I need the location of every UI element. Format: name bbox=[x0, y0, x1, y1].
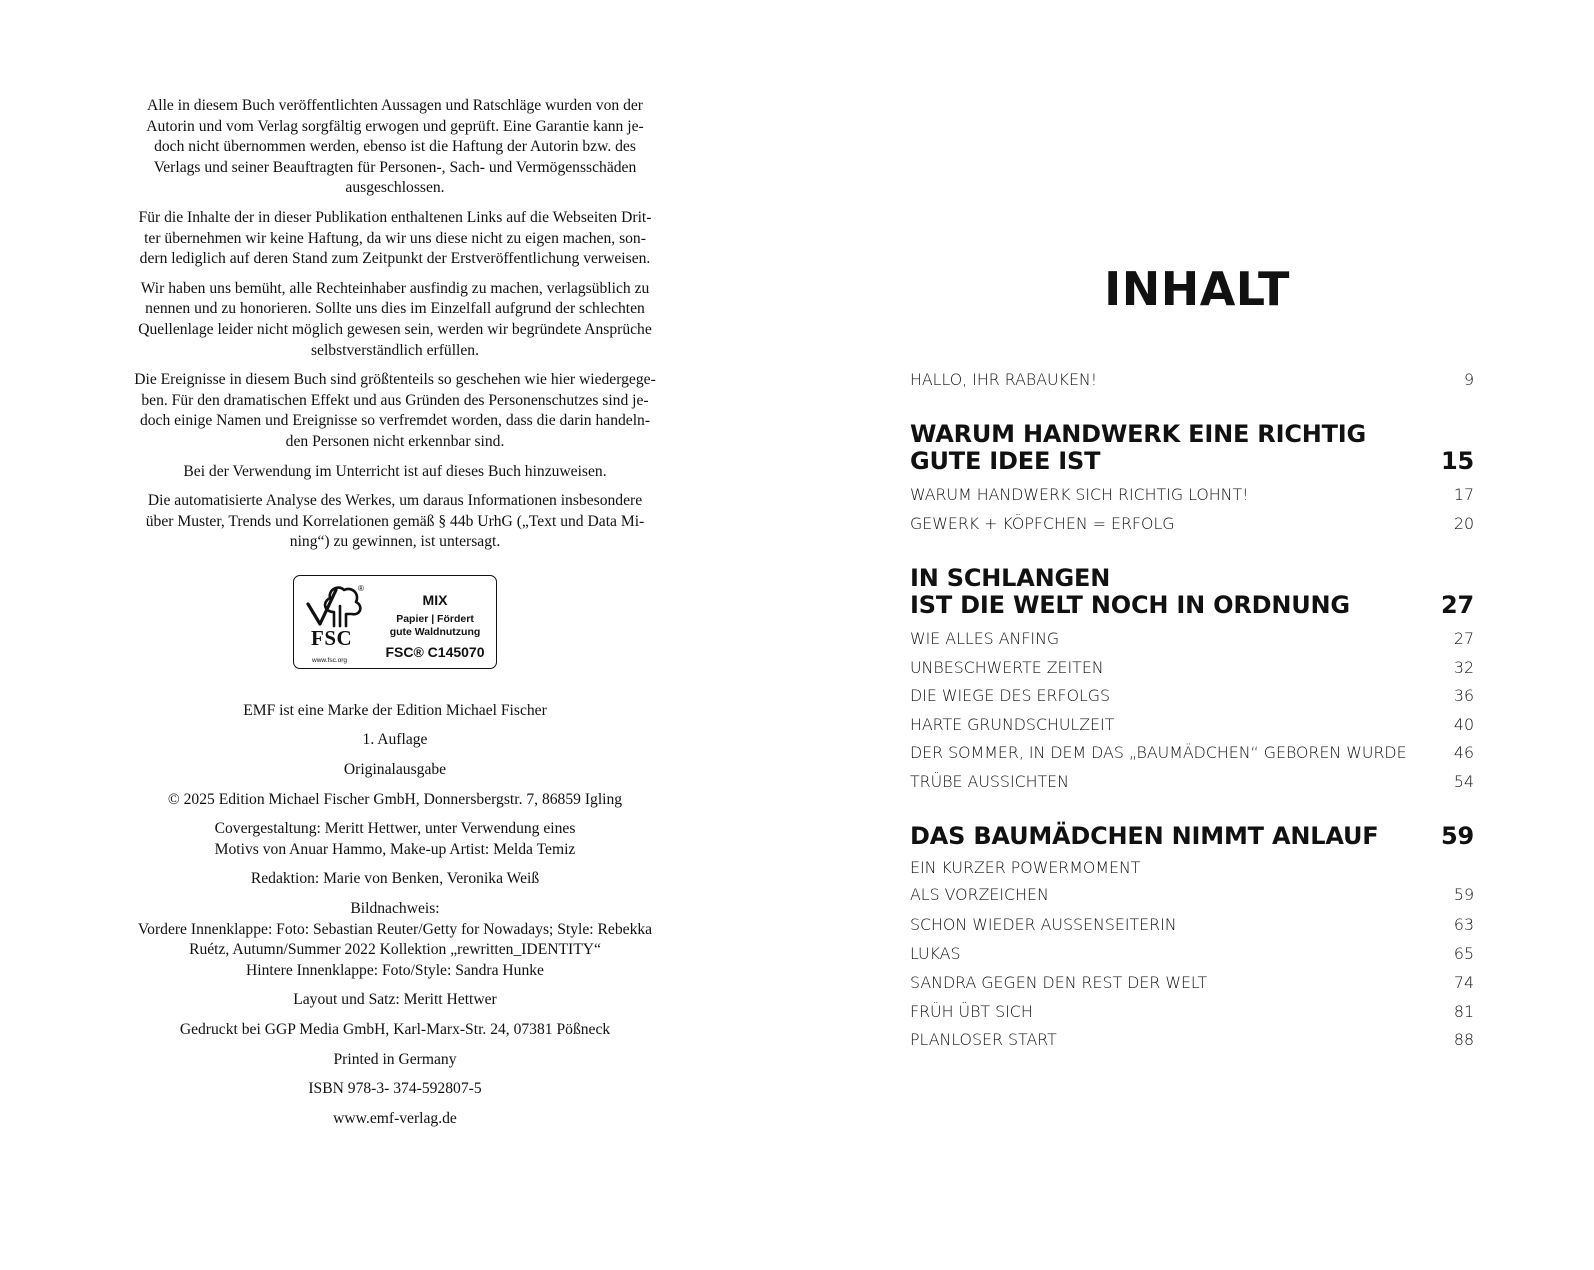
toc-entry-title: SANDRA GEGEN DEN REST DER WELT bbox=[910, 973, 1208, 992]
notice-paragraph-line: dern lediglich auf deren Stand zum Zeitpunkt der Erstveröffentlichung verweisen. bbox=[139, 250, 651, 268]
imprint-paragraph bbox=[100, 790, 690, 811]
notice-paragraph bbox=[100, 462, 690, 483]
notice-paragraph-line: Bei der Verwendung im Unterricht ist auf dieses Buch hinzuweisen. bbox=[183, 462, 607, 480]
toc-page-number: 36 bbox=[1453, 686, 1474, 705]
imprint-paragraph bbox=[100, 701, 690, 722]
notice-paragraph-line: nennen und zu honorieren. Sollte uns dies im Einzelfall aufgrund der schlechten bbox=[145, 300, 645, 318]
toc-page-number: 54 bbox=[1453, 772, 1474, 791]
toc-entry bbox=[910, 629, 1474, 649]
imprint-paragraph-line: Ruétz, Autumn/Summer 2022 Kollektion „rewritten_IDENTITY“ bbox=[189, 941, 601, 959]
notice-paragraph-line: doch einige Namen und Ereignisse so verfremdet worden, dass die darin handeln- bbox=[139, 412, 651, 430]
toc-entry bbox=[910, 715, 1474, 735]
notice-paragraph-line: Wir haben uns bemüht, alle Rechteinhaber ausfindig zu machen, verlagsüblich zu bbox=[140, 279, 650, 297]
fsc-description bbox=[380, 613, 490, 639]
imprint-paragraph-line: EMF ist eine Marke der Edition Michael Fischer bbox=[243, 701, 547, 719]
toc-entry-title: DIE WIEGE DES ERFOLGS bbox=[910, 686, 1111, 705]
toc-page-number: 59 bbox=[1441, 822, 1474, 850]
fsc-url: www.fsc.org bbox=[312, 656, 348, 664]
toc-page-number: 27 bbox=[1453, 629, 1474, 648]
toc-entry-title: ALS VORZEICHEN bbox=[910, 885, 1049, 904]
imprint-paragraph-line: ISBN 978-3- 374-592807-5 bbox=[308, 1080, 482, 1098]
fsc-logo-text: FSC bbox=[311, 625, 353, 650]
notice-paragraph-line: selbstverständlich erfüllen. bbox=[310, 341, 479, 359]
toc-page-number: 40 bbox=[1453, 715, 1474, 734]
imprint-details bbox=[100, 701, 690, 1130]
imprint-paragraph-line: Redaktion: Marie von Benken, Veronika Weiß bbox=[250, 870, 540, 888]
toc-entry-title: GEWERK + KÖPFCHEN = ERFOLG bbox=[910, 514, 1175, 533]
toc-page-number: 20 bbox=[1453, 514, 1474, 533]
toc-entry-title: WARUM HANDWERK EINE RICHTIG bbox=[910, 420, 1367, 448]
notice-paragraph-line: Die automatisierte Analyse des Werkes, um daraus Informationen insbesondere bbox=[147, 492, 643, 510]
imprint-paragraph-line: Vordere Innenklappe: Foto: Sebastian Reuter/Getty for Nowadays; Style: Rebekka bbox=[137, 920, 653, 938]
toc-entry bbox=[910, 658, 1474, 678]
toc-entry-title: LUKAS bbox=[910, 944, 961, 963]
imprint-paragraph-line: Covergestaltung: Meritt Hettwer, unter Verwendung eines bbox=[214, 820, 576, 838]
toc-page-number: 74 bbox=[1453, 973, 1474, 992]
toc-page-number: 32 bbox=[1453, 658, 1474, 677]
toc-entry-title: FRÜH ÜBT SICH bbox=[910, 1002, 1033, 1021]
fsc-license-code: FSC® C145070 bbox=[385, 643, 485, 660]
imprint-paragraph-line: Bildnachweis: bbox=[350, 900, 440, 918]
imprint-paragraph-line: Printed in Germany bbox=[333, 1050, 457, 1068]
toc-entry-title: DAS BAUMÄDCHEN NIMMT ANLAUF bbox=[910, 822, 1379, 850]
toc-page-number: 9 bbox=[1463, 370, 1474, 389]
toc-entry bbox=[910, 1002, 1474, 1022]
toc-page-number: 27 bbox=[1441, 591, 1474, 619]
toc-entry bbox=[910, 885, 1474, 905]
imprint-paragraph bbox=[100, 990, 690, 1011]
imprint-paragraph bbox=[100, 819, 690, 860]
imprint-paragraph bbox=[100, 1020, 690, 1041]
imprint-paragraph-line: Hintere Innenklappe: Foto/Style: Sandra Hunke bbox=[246, 961, 544, 979]
toc-page-number: 63 bbox=[1453, 915, 1474, 934]
imprint-paragraph bbox=[100, 1079, 690, 1100]
imprint-paragraph-line: Originalausgabe bbox=[343, 761, 447, 779]
toc-entry bbox=[910, 944, 1474, 964]
toc-entry-title: HALLO, IHR RABAUKEN! bbox=[910, 370, 1098, 389]
toc-entry-title: DER SOMMER, IN DEM DAS „BAUMÄDCHEN“ GEBOREN WURDE bbox=[910, 743, 1407, 762]
imprint-paragraph bbox=[100, 899, 690, 981]
notice-paragraph-line: Autorin und vom Verlag sorgfältig erwogen und geprüft. Eine Garantie kann je- bbox=[146, 117, 644, 135]
notice-paragraph-line: Quellenlage leider nicht möglich gewesen sein, werden wir begründete Ansprüche bbox=[138, 320, 652, 338]
toc-entry-title: WARUM HANDWERK SICH RICHTIG LOHNT! bbox=[910, 485, 1249, 504]
toc-entry-title: IN SCHLANGEN bbox=[910, 564, 1111, 592]
imprint-paragraph-line: 1. Auflage bbox=[362, 731, 428, 749]
toc-entry-title: UNBESCHWERTE ZEITEN bbox=[910, 658, 1104, 677]
toc-entry bbox=[910, 686, 1474, 706]
toc-entry-title: GUTE IDEE IST bbox=[910, 447, 1101, 475]
toc-page-number: 81 bbox=[1453, 1002, 1474, 1021]
toc-entry bbox=[910, 973, 1474, 993]
toc-entry bbox=[910, 915, 1474, 935]
notice-paragraph-line: Verlags und seiner Beauftragten für Personen-, Sach- und Vermögensschäden bbox=[153, 158, 637, 176]
toc-entry bbox=[910, 514, 1474, 534]
toc-chapter-heading bbox=[910, 421, 1474, 475]
fsc-label bbox=[293, 575, 497, 669]
toc-entry bbox=[910, 743, 1474, 763]
imprint-paragraph-line: © 2025 Edition Michael Fischer GmbH, Donnersbergstr. 7, 86859 Igling bbox=[167, 790, 623, 808]
fsc-desc-line: Papier | Fördert bbox=[396, 612, 474, 625]
notice-paragraph bbox=[100, 279, 690, 361]
imprint-paragraph-line: Motivs von Anuar Hammo, Make-up Artist: Melda Temiz bbox=[214, 840, 576, 858]
toc-entry-title: IST DIE WELT NOCH IN ORDNUNG bbox=[910, 591, 1350, 619]
imprint-page bbox=[100, 96, 690, 1138]
imprint-paragraph bbox=[100, 730, 690, 751]
toc-page-number: 15 bbox=[1441, 447, 1474, 475]
notice-paragraph-line: Für die Inhalte der in dieser Publikation enthaltenen Links auf die Webseiten Drit- bbox=[138, 208, 652, 226]
notice-paragraph-line: doch nicht übernommen werden, ebenso ist die Haftung der Autorin bzw. des bbox=[154, 138, 636, 156]
imprint-paragraph-line: Layout und Satz: Meritt Hettwer bbox=[293, 991, 497, 1009]
imprint-paragraph bbox=[100, 1050, 690, 1071]
imprint-paragraph bbox=[100, 760, 690, 781]
fsc-registered-mark: ® bbox=[358, 583, 364, 593]
toc-entry bbox=[910, 772, 1474, 792]
notice-paragraph-line: ben. Für den dramatischen Effekt und aus Gründen des Personenschutzes sind je- bbox=[141, 391, 649, 409]
notice-paragraph-line: den Personen nicht erkennbar sind. bbox=[285, 432, 505, 450]
toc-entry bbox=[910, 858, 1474, 878]
toc-entry-title: SCHON WIEDER AUSSENSEITERIN bbox=[910, 915, 1177, 934]
toc-chapter-heading bbox=[910, 823, 1474, 850]
notice-paragraph-line: ter übernehmen wir keine Haftung, da wir uns diese nicht zu eigen machen, son- bbox=[144, 229, 646, 247]
notice-paragraph-line: Die Ereignisse in diesem Buch sind größtenteils so geschehen wie hier wiedergege- bbox=[134, 371, 656, 389]
toc-page-number: 17 bbox=[1453, 485, 1474, 504]
legal-notices bbox=[100, 96, 690, 553]
toc-page-number: 46 bbox=[1453, 743, 1474, 762]
toc-chapter-heading bbox=[910, 565, 1474, 619]
imprint-paragraph bbox=[100, 1109, 690, 1130]
toc-entry bbox=[910, 1030, 1474, 1050]
notice-paragraph-line: über Muster, Trends und Korrelationen gemäß § 44b UrhG („Text und Data Mi- bbox=[145, 512, 645, 530]
toc-entry bbox=[910, 370, 1474, 390]
toc-entry-title: EIN KURZER POWERMOMENT bbox=[910, 858, 1141, 877]
toc-title: INHALT bbox=[1104, 262, 1290, 316]
toc-page-number: 59 bbox=[1453, 885, 1474, 904]
notice-paragraph-line: Alle in diesem Buch veröffentlichten Aussagen und Ratschläge wurden von der bbox=[147, 97, 643, 114]
toc-page-number: 88 bbox=[1453, 1030, 1474, 1049]
notice-paragraph-line: ausgeschlossen. bbox=[345, 179, 445, 197]
notice-paragraph bbox=[100, 96, 690, 199]
notice-paragraph bbox=[100, 491, 690, 553]
toc-entry bbox=[910, 485, 1474, 505]
imprint-paragraph-line: Gedruckt bei GGP Media GmbH, Karl-Marx-Str. 24, 07381 Pößneck bbox=[179, 1021, 611, 1038]
imprint-paragraph bbox=[100, 869, 690, 890]
notice-paragraph bbox=[100, 208, 690, 270]
notice-paragraph bbox=[100, 370, 690, 452]
toc-entry-title: TRÜBE AUSSICHTEN bbox=[910, 772, 1069, 791]
notice-paragraph-line: ning“) zu gewinnen, ist untersagt. bbox=[289, 533, 501, 551]
toc-entry-title: WIE ALLES ANFING bbox=[910, 629, 1060, 648]
toc-entry-title: HARTE GRUNDSCHULZEIT bbox=[910, 715, 1115, 734]
fsc-desc-line: gute Waldnutzung bbox=[389, 625, 481, 638]
toc-page-number: 65 bbox=[1453, 944, 1474, 963]
toc-entry-title: PLANLOSER START bbox=[910, 1030, 1057, 1049]
fsc-mix-label: MIX bbox=[422, 591, 448, 608]
imprint-paragraph-line: www.emf-verlag.de bbox=[333, 1109, 457, 1127]
